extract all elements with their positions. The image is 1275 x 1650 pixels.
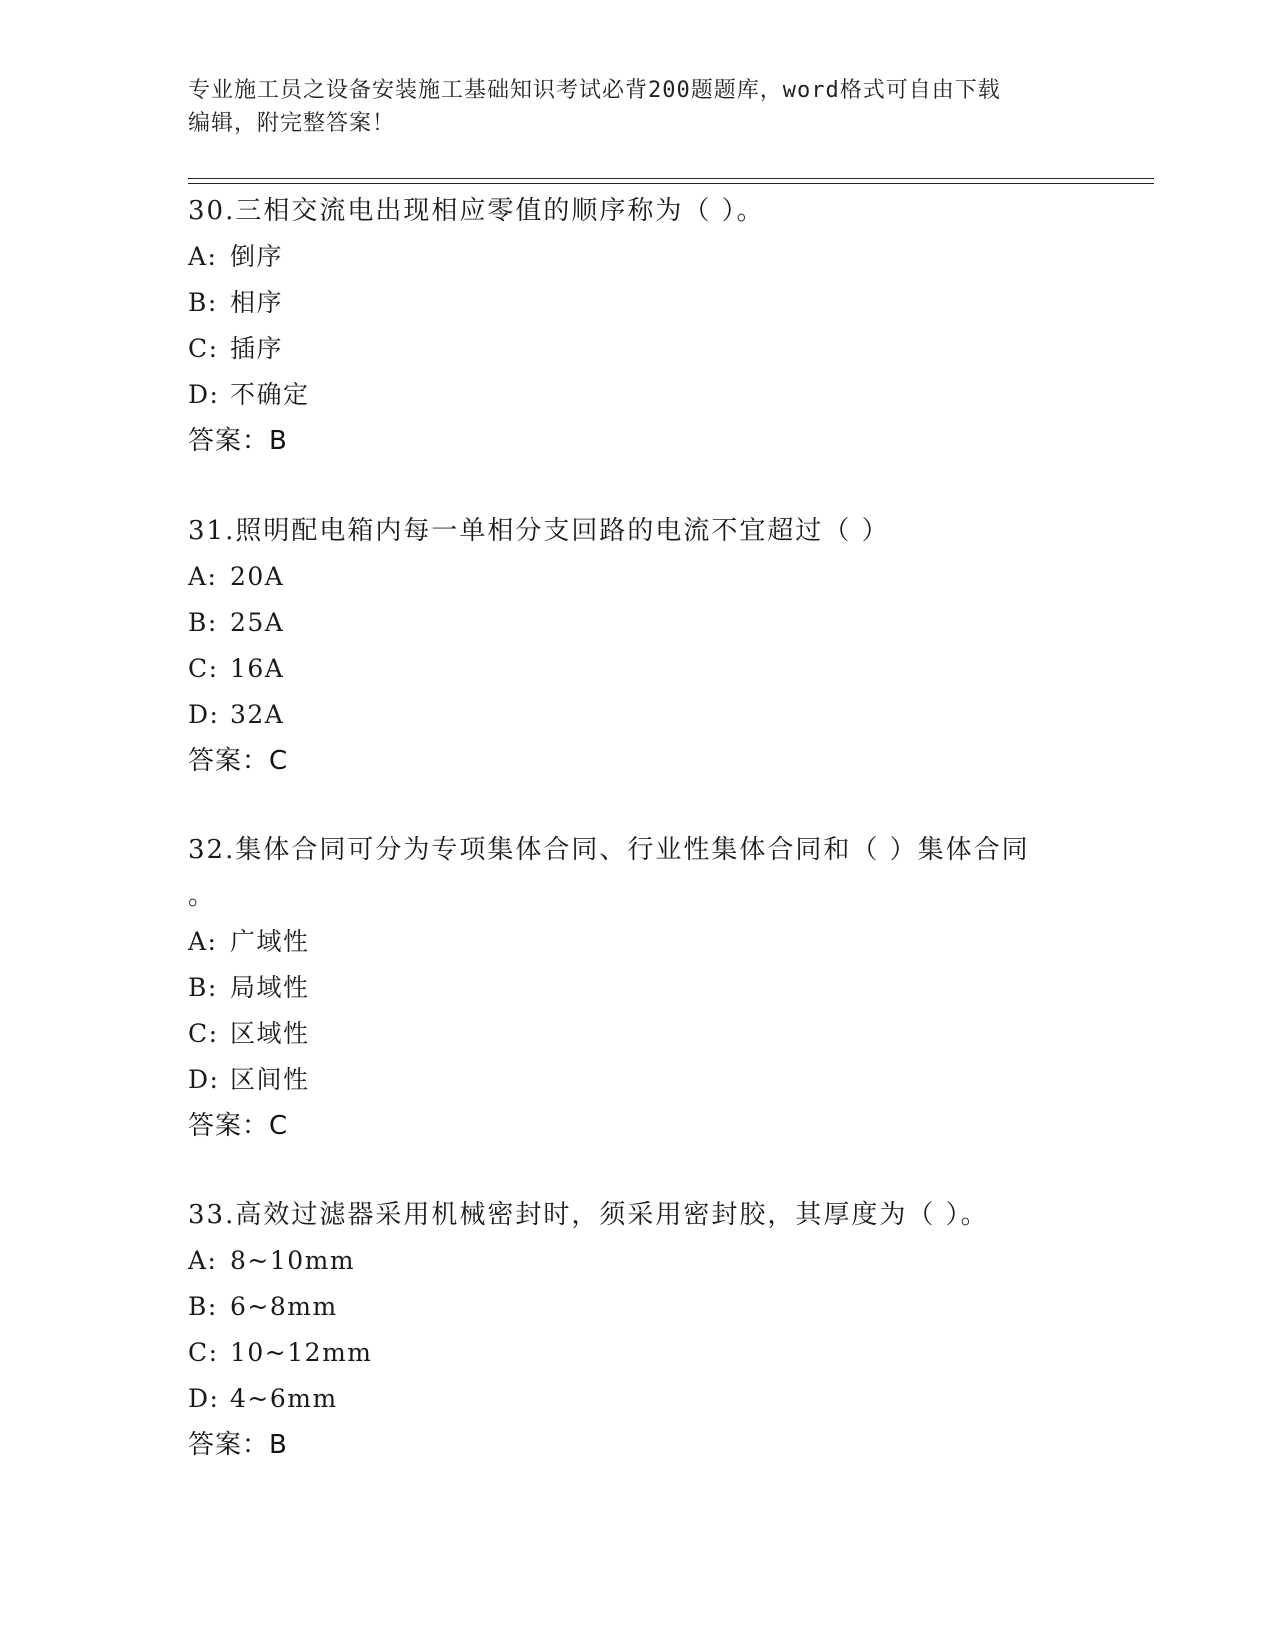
option-text: 区间性 <box>230 1065 310 1094</box>
option-text: 25A <box>230 608 285 637</box>
header-title-line2: 编辑，附完整答案！ <box>188 111 396 136</box>
question-stem-continuation: 。 <box>188 881 217 911</box>
option-letter: C: <box>188 1019 219 1048</box>
option-letter: C: <box>188 1338 219 1367</box>
option-text: 广域性 <box>230 927 310 956</box>
option-letter: B: <box>188 1292 218 1321</box>
option-b <box>188 600 1088 646</box>
option-c <box>188 1011 1088 1057</box>
option-b <box>188 965 1088 1011</box>
question-33 <box>188 1192 1088 1468</box>
answer-line: 答案：B <box>188 1430 288 1460</box>
answer-line: 答案：B <box>188 426 288 456</box>
option-letter: A: <box>188 242 218 271</box>
option-letter: D: <box>188 380 220 409</box>
option-letter: D: <box>188 1384 220 1413</box>
option-text: 插序 <box>230 334 284 363</box>
option-d <box>188 372 1088 418</box>
question-stem: 31.照明配电箱内每一单相分支回路的电流不宜超过（ ） <box>188 516 890 546</box>
option-a <box>188 554 1088 600</box>
answer-line: 答案：C <box>188 1111 289 1141</box>
option-b <box>188 1284 1088 1330</box>
question-stem: 33.高效过滤器采用机械密封时，须采用密封胶，其厚度为（ ）。 <box>188 1200 989 1230</box>
option-text: 不确定 <box>230 380 310 409</box>
question-31 <box>188 508 1088 784</box>
question-32 <box>188 827 1088 1149</box>
option-text: 8~10mm <box>230 1246 356 1275</box>
document-header <box>188 74 1088 140</box>
option-text: 区域性 <box>230 1019 310 1048</box>
option-text: 4~6mm <box>230 1384 338 1413</box>
question-stem: 32.集体合同可分为专项集体合同、行业性集体合同和（ ）集体合同 <box>188 835 1030 865</box>
option-a <box>188 919 1088 965</box>
option-letter: D: <box>188 700 220 729</box>
option-letter: B: <box>188 973 218 1002</box>
option-text: 6~8mm <box>230 1292 338 1321</box>
option-letter: C: <box>188 334 219 363</box>
option-letter: D: <box>188 1065 220 1094</box>
option-c <box>188 326 1088 372</box>
option-text: 相序 <box>230 288 284 317</box>
question-stem: 30.三相交流电出现相应零值的顺序称为（ ）。 <box>188 196 765 226</box>
option-letter: C: <box>188 654 219 683</box>
option-c <box>188 1330 1088 1376</box>
option-a <box>188 234 1088 280</box>
header-title-line1: 专业施工员之设备安装施工基础知识考试必背200题题库，word格式可自由下载 <box>188 78 1001 103</box>
option-c <box>188 646 1088 692</box>
option-text: 20A <box>230 562 285 591</box>
option-b <box>188 280 1088 326</box>
answer-line: 答案：C <box>188 746 289 776</box>
option-d <box>188 692 1088 738</box>
header-divider-top <box>188 178 1154 179</box>
question-30 <box>188 188 1088 464</box>
option-d <box>188 1057 1088 1103</box>
option-text: 32A <box>230 700 285 729</box>
option-text: 局域性 <box>230 973 310 1002</box>
option-a <box>188 1238 1088 1284</box>
option-text: 10~12mm <box>230 1338 373 1367</box>
option-letter: A: <box>188 927 218 956</box>
option-letter: A: <box>188 1246 218 1275</box>
option-letter: A: <box>188 562 218 591</box>
option-letter: B: <box>188 288 218 317</box>
option-d <box>188 1376 1088 1422</box>
option-text: 16A <box>230 654 285 683</box>
option-letter: B: <box>188 608 218 637</box>
header-divider-bottom <box>188 183 1154 184</box>
option-text: 倒序 <box>230 242 284 271</box>
